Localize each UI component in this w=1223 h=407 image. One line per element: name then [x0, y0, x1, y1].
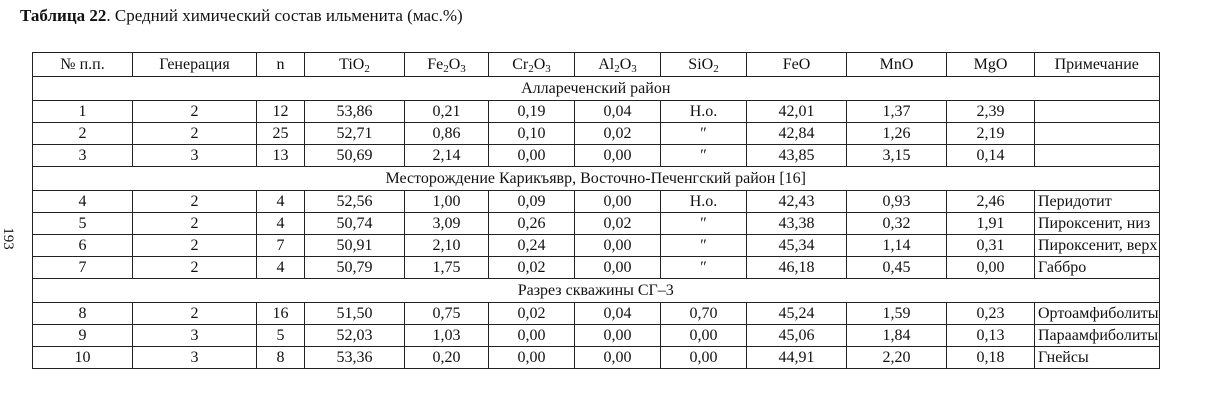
- cell-mno: 3,15: [847, 145, 947, 167]
- table-caption-text: . Средний химический состав ильменита (мас.%): [106, 6, 463, 25]
- cell-sio2: 0,00: [661, 347, 747, 369]
- cell-mno: 0,45: [847, 257, 947, 279]
- cell-mgo: 2,46: [947, 191, 1035, 213]
- cell-tio2: 52,71: [305, 123, 405, 145]
- table-row: [33, 257, 1160, 279]
- header-mgo: MgO: [947, 53, 1035, 77]
- cell-cr2o3: 0,19: [489, 101, 575, 123]
- cell-num: 5: [33, 213, 133, 235]
- cell-mno: 1,37: [847, 101, 947, 123]
- section-row: [33, 167, 1160, 191]
- cell-gen: 2: [133, 235, 257, 257]
- cell-sio2: Н.о.: [661, 101, 747, 123]
- section-row: [33, 77, 1160, 101]
- composition-table: [32, 52, 1160, 369]
- cell-mgo: 2,39: [947, 101, 1035, 123]
- cell-n: 7: [257, 235, 305, 257]
- cell-n: 4: [257, 191, 305, 213]
- cell-feo: 42,01: [747, 101, 847, 123]
- cell-fe2o3: 1,00: [405, 191, 489, 213]
- cell-gen: 3: [133, 347, 257, 369]
- table-caption: [20, 6, 463, 26]
- cell-num: 7: [33, 257, 133, 279]
- header-tio2: TiO$_2$: [305, 53, 405, 77]
- header-num: № п.п.: [33, 53, 133, 77]
- cell-cr2o3: 0,24: [489, 235, 575, 257]
- cell-gen: 2: [133, 123, 257, 145]
- cell-tio2: 53,36: [305, 347, 405, 369]
- cell-num: 1: [33, 101, 133, 123]
- cell-tio2: 51,50: [305, 303, 405, 325]
- cell-al2o3: 0,02: [575, 213, 661, 235]
- cell-feo: 43,85: [747, 145, 847, 167]
- page-number: 193: [0, 227, 16, 250]
- cell-n: 5: [257, 325, 305, 347]
- cell-gen: 2: [133, 213, 257, 235]
- cell-mno: 2,20: [847, 347, 947, 369]
- cell-n: 4: [257, 257, 305, 279]
- cell-note: Параамфиболиты: [1035, 325, 1160, 347]
- cell-cr2o3: 0,10: [489, 123, 575, 145]
- header-row: [33, 53, 1160, 77]
- header-al2o3: $Al_2O_3$: [575, 53, 661, 77]
- cell-feo: 45,06: [747, 325, 847, 347]
- cell-mgo: 0,13: [947, 325, 1035, 347]
- cell-mno: 1,59: [847, 303, 947, 325]
- cell-num: 10: [33, 347, 133, 369]
- cell-num: 3: [33, 145, 133, 167]
- cell-tio2: 50,74: [305, 213, 405, 235]
- cell-al2o3: 0,04: [575, 101, 661, 123]
- cell-cr2o3: 0,09: [489, 191, 575, 213]
- cell-mno: 0,93: [847, 191, 947, 213]
- cell-al2o3: 0,00: [575, 235, 661, 257]
- section-title: Аллареченский район: [33, 77, 1160, 101]
- cell-num: 9: [33, 325, 133, 347]
- section-row: [33, 279, 1160, 303]
- header-generation: Генерация: [133, 53, 257, 77]
- cell-mgo: 0,14: [947, 145, 1035, 167]
- cell-cr2o3: 0,00: [489, 325, 575, 347]
- cell-sio2: ″: [661, 123, 747, 145]
- cell-mgo: 0,31: [947, 235, 1035, 257]
- cell-mgo: 1,91: [947, 213, 1035, 235]
- cell-al2o3: 0,00: [575, 191, 661, 213]
- cell-gen: 2: [133, 257, 257, 279]
- cell-tio2: 50,69: [305, 145, 405, 167]
- cell-feo: 42,43: [747, 191, 847, 213]
- cell-gen: 2: [133, 191, 257, 213]
- cell-gen: 3: [133, 325, 257, 347]
- cell-note: [1035, 123, 1160, 145]
- cell-mno: 1,26: [847, 123, 947, 145]
- cell-note: [1035, 101, 1160, 123]
- cell-note: Ортоамфиболиты: [1035, 303, 1160, 325]
- cell-mgo: 2,19: [947, 123, 1035, 145]
- cell-note: Перидотит: [1035, 191, 1160, 213]
- cell-mno: 1,14: [847, 235, 947, 257]
- table-row: [33, 347, 1160, 369]
- table-body: [33, 77, 1160, 369]
- cell-al2o3: 0,00: [575, 325, 661, 347]
- cell-sio2: ″: [661, 213, 747, 235]
- cell-al2o3: 0,00: [575, 145, 661, 167]
- table-row: [33, 325, 1160, 347]
- cell-note: [1035, 145, 1160, 167]
- cell-cr2o3: 0,02: [489, 303, 575, 325]
- cell-feo: 45,34: [747, 235, 847, 257]
- cell-fe2o3: 1,03: [405, 325, 489, 347]
- section-title: Месторождение Карикъявр, Восточно-Печенгский район [16]: [33, 167, 1160, 191]
- cell-mgo: 0,23: [947, 303, 1035, 325]
- cell-fe2o3: 1,75: [405, 257, 489, 279]
- cell-sio2: 0,70: [661, 303, 747, 325]
- header-fe2o3: $Fe_2O_3$: [405, 53, 489, 77]
- header-n: n: [257, 53, 305, 77]
- table-row: [33, 235, 1160, 257]
- cell-fe2o3: 2,10: [405, 235, 489, 257]
- cell-sio2: Н.о.: [661, 191, 747, 213]
- cell-feo: 46,18: [747, 257, 847, 279]
- cell-n: 13: [257, 145, 305, 167]
- cell-n: 16: [257, 303, 305, 325]
- cell-mno: 1,84: [847, 325, 947, 347]
- section-title: Разрез скважины СГ–3: [33, 279, 1160, 303]
- cell-al2o3: 0,02: [575, 123, 661, 145]
- cell-cr2o3: 0,02: [489, 257, 575, 279]
- cell-cr2o3: 0,00: [489, 145, 575, 167]
- table-row: [33, 303, 1160, 325]
- cell-al2o3: 0,00: [575, 347, 661, 369]
- cell-n: 25: [257, 123, 305, 145]
- table-row: [33, 213, 1160, 235]
- cell-num: 8: [33, 303, 133, 325]
- cell-sio2: 0,00: [661, 325, 747, 347]
- cell-al2o3: 0,00: [575, 257, 661, 279]
- cell-gen: 2: [133, 303, 257, 325]
- cell-sio2: ″: [661, 235, 747, 257]
- header-feo: FeO: [747, 53, 847, 77]
- cell-n: 8: [257, 347, 305, 369]
- cell-note: Пироксенит, низ: [1035, 213, 1160, 235]
- cell-feo: 43,38: [747, 213, 847, 235]
- cell-sio2: ″: [661, 145, 747, 167]
- cell-fe2o3: 0,75: [405, 303, 489, 325]
- cell-al2o3: 0,04: [575, 303, 661, 325]
- cell-cr2o3: 0,26: [489, 213, 575, 235]
- cell-tio2: 50,79: [305, 257, 405, 279]
- cell-n: 12: [257, 101, 305, 123]
- header-sio2: SiO$_2$: [661, 53, 747, 77]
- cell-num: 2: [33, 123, 133, 145]
- table-row: [33, 145, 1160, 167]
- cell-fe2o3: 0,21: [405, 101, 489, 123]
- table-row: [33, 191, 1160, 213]
- cell-num: 6: [33, 235, 133, 257]
- cell-tio2: 52,03: [305, 325, 405, 347]
- cell-mgo: 0,00: [947, 257, 1035, 279]
- cell-feo: 44,91: [747, 347, 847, 369]
- cell-mgo: 0,18: [947, 347, 1035, 369]
- cell-n: 4: [257, 213, 305, 235]
- table-row: [33, 101, 1160, 123]
- cell-feo: 45,24: [747, 303, 847, 325]
- table-caption-label: Таблица 22: [20, 6, 107, 25]
- cell-gen: 2: [133, 101, 257, 123]
- cell-fe2o3: 0,20: [405, 347, 489, 369]
- cell-note: Пироксенит, верх: [1035, 235, 1160, 257]
- cell-tio2: 52,56: [305, 191, 405, 213]
- cell-note: Гнейсы: [1035, 347, 1160, 369]
- cell-sio2: ″: [661, 257, 747, 279]
- cell-note: Габбро: [1035, 257, 1160, 279]
- header-note: Примечание: [1035, 53, 1160, 77]
- cell-feo: 42,84: [747, 123, 847, 145]
- cell-num: 4: [33, 191, 133, 213]
- header-mno: MnO: [847, 53, 947, 77]
- header-cr2o3: $Cr_2O_3$: [489, 53, 575, 77]
- cell-mno: 0,32: [847, 213, 947, 235]
- cell-gen: 3: [133, 145, 257, 167]
- cell-fe2o3: 2,14: [405, 145, 489, 167]
- table-row: [33, 123, 1160, 145]
- cell-tio2: 50,91: [305, 235, 405, 257]
- cell-cr2o3: 0,00: [489, 347, 575, 369]
- cell-fe2o3: 3,09: [405, 213, 489, 235]
- cell-tio2: 53,86: [305, 101, 405, 123]
- cell-fe2o3: 0,86: [405, 123, 489, 145]
